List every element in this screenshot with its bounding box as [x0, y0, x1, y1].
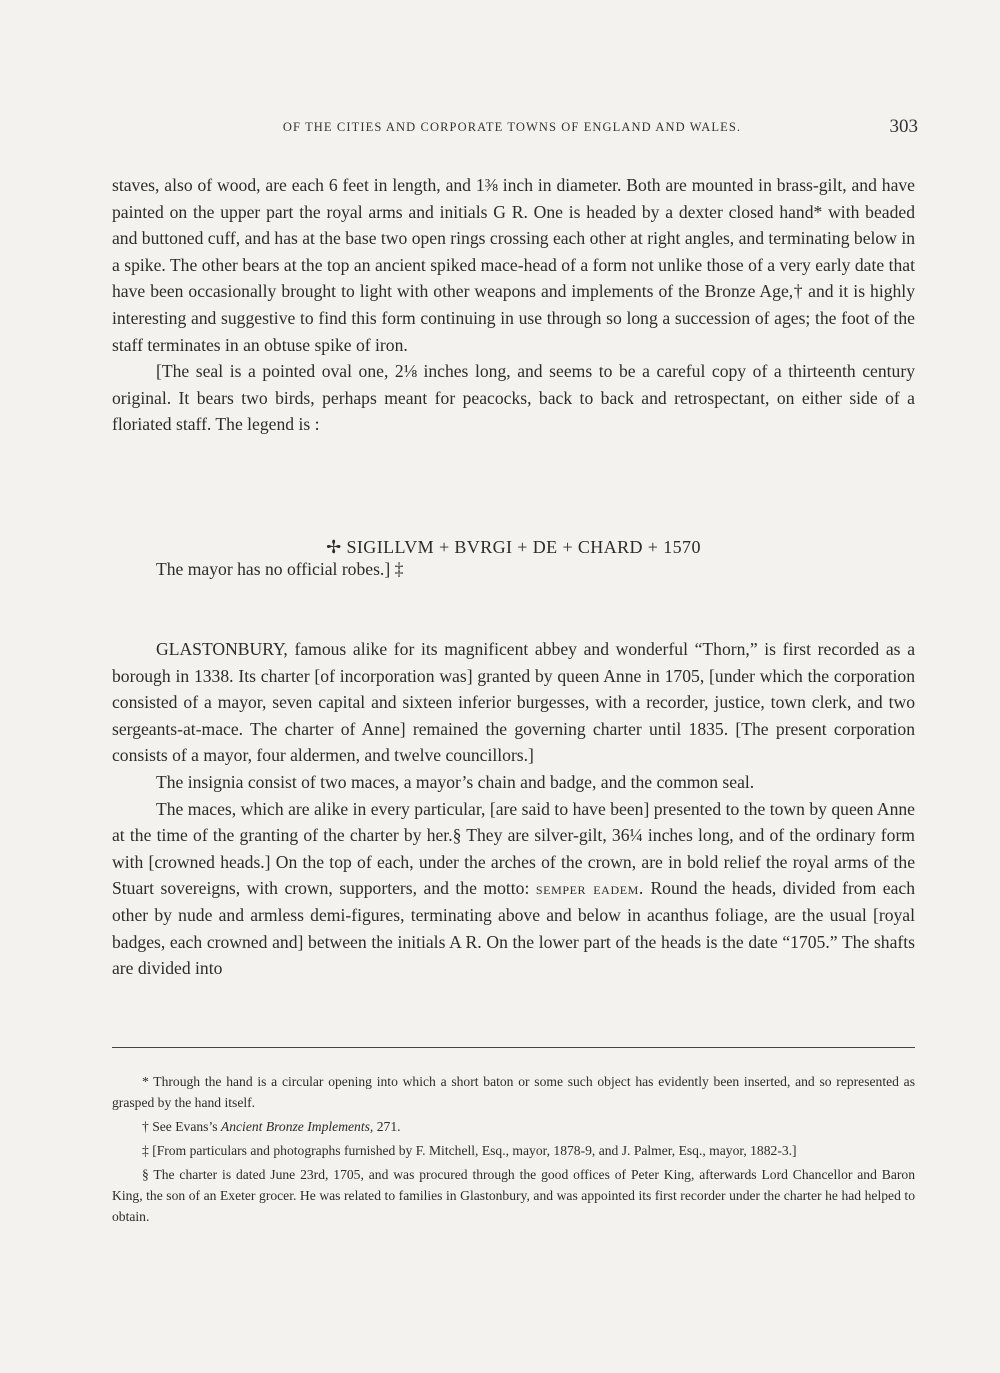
footnote-evans-page: 271.: [376, 1119, 401, 1134]
glastonbury-paragraph-insignia: The insignia consist of two maces, a mayor’s chain and badge, and the common seal.: [156, 771, 755, 792]
glastonbury-section: [112, 636, 915, 982]
maces-text-after-motto: Round the heads, divided from each other by nude and armless demi-figures, terminating above and below in acanthus foliage, are the usual [royal badges, each crowned and] between the initials A R. On the lower part of the heads is the date “1705.” The shafts are divided into: [112, 878, 916, 979]
glastonbury-paragraph-maces: [112, 796, 915, 982]
footnote-charter: § The charter is dated June 23rd, 1705, and was procured through the good offices of Peter King, afterwards Lord Chancellor and Baron King, the son of an Exeter grocer. He was related to families in Glastonbury, and was appointed its first recorder under the charter he had helped to obtain.: [112, 1167, 915, 1224]
chard-section-bottom: [112, 556, 915, 583]
footnote-divider: [112, 1047, 915, 1048]
running-title: OF THE CITIES AND CORPORATE TOWNS OF ENGLAND AND WALES.: [282, 120, 742, 134]
footnotes: [112, 1071, 915, 1230]
chard-paragraph-robes: The mayor has no official robes.] ‡: [156, 559, 404, 579]
footnote-particulars: ‡ [From particulars and photographs furnished by F. Mitchell, Esq., mayor, 1878-9, and J. Palmer, Esq., mayor, 1882-3.]: [142, 1143, 797, 1158]
footnote-hand: * Through the hand is a circular opening into which a short baton or some such object has evidently been inserted, and so represented as grasped by the hand itself.: [112, 1074, 915, 1110]
footnote-evans-title: Ancient Bronze Implements,: [220, 1119, 374, 1134]
footnote-evans-prefix: † See Evans’s: [142, 1119, 218, 1134]
maces-text-before-motto: The maces, which are alike in every particular, [are said to have been] presented to the town by queen Anne at the time of the granting of the charter by her.§ They are silver-gilt, 36¼ inches long, and of the ordinary form with [crowned heads.] On the top of each, under the arches of the crown, are in bold relief the royal arms of the Stuart sovereigns, with crown, supporters, and the motto:: [112, 798, 915, 899]
chard-paragraph-seal: [The seal is a pointed oval one, 2⅛ inches long, and seems to be a careful copy of a thirteenth century original. It bears two birds, perhaps meant for peacocks, back to back and retrospectant, on either side of a floriated staff. The legend is :: [112, 361, 915, 435]
page-number: 303: [889, 116, 918, 137]
footnote-evans: [112, 1116, 915, 1137]
motto-text: semper eadem.: [535, 878, 644, 899]
chard-section-top: [112, 172, 915, 438]
seal-legend: ✢ SIGILLVM + BVRGI + DE + CHARD + 1570: [326, 537, 701, 557]
glastonbury-paragraph-intro: GLASTONBURY, famous alike for its magnificent abbey and wonderful “Thorn,” is first recorded as a borough in 1338. Its charter [of incorporation was] granted by queen Anne in 1705, [under which the corporation consisted of a mayor, seven capital and sixteen inferior burgesses, with a recorder, justice, town clerk, and two sergeants-at-mace. The charter of Anne] remained the governing charter until 1835. [The present corporation consists of a mayor, four aldermen, and twelve councillors.]: [112, 639, 915, 766]
chard-paragraph-staves: staves, also of wood, are each 6 feet in length, and 1⅜ inch in diameter. Both are mounted in brass-gilt, and have painted on the upper part the royal arms and initials G R. One is headed by a dexter closed hand* with beaded and buttoned cuff, and has at the base two open rings crossing each other at right angles, and terminating below in a spike. The other bears at the top an ancient spiked mace-head of a form not unlike those of a very early date that have been occasionally brought to light with other weapons and implements of the Bronze Age,† and it is highly interesting and suggestive to find this form continuing in use through so long a succession of ages; the foot of the staff terminates in an obtuse spike of iron.: [112, 175, 915, 355]
